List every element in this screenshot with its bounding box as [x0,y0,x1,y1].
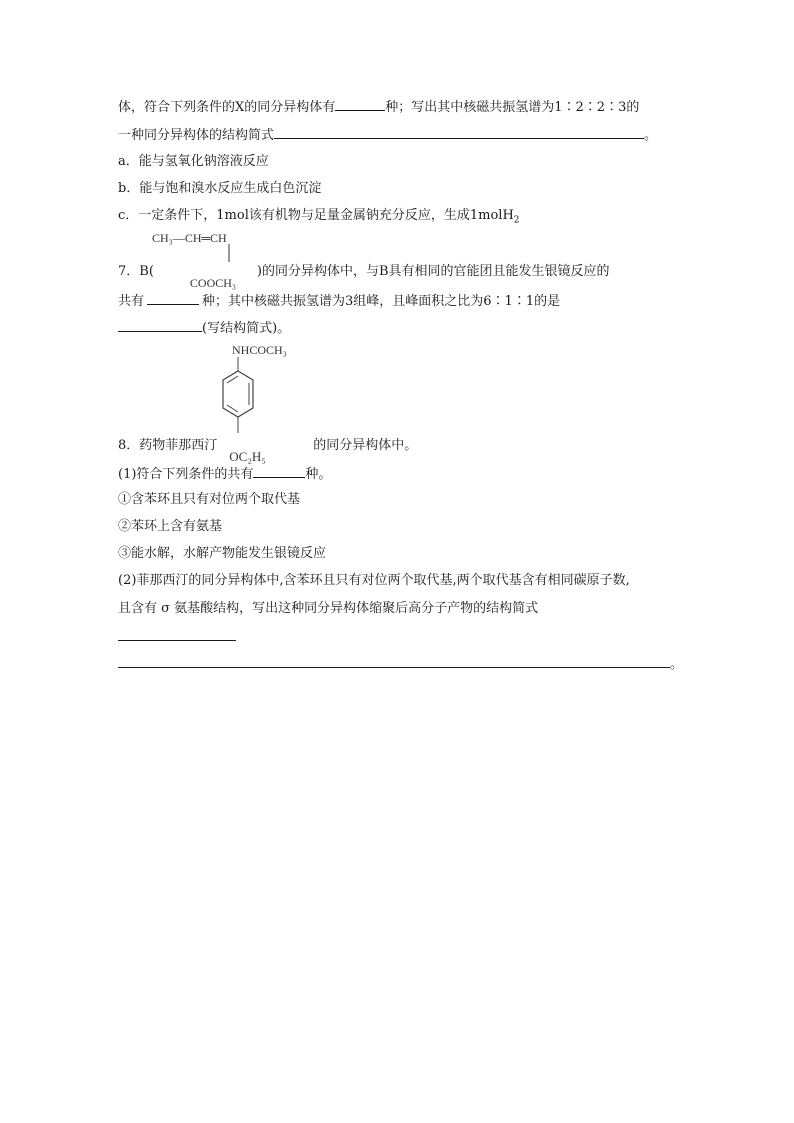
q7-line-1 [118,262,610,290]
q8-struct-bottom-group: OC₂H₅ [229,449,266,464]
q6-line2-text: 一种同分异构体的结构简式 [118,128,275,143]
q8-intro-text: 8．药物菲那西汀 [118,438,218,453]
q7-formula-top: CH₃—CH═CH [152,231,227,245]
q6-condition-c-subscript: 2 [513,215,520,226]
q7-formula-bond [225,244,233,262]
q8-part2-line-1: (2)菲那西汀的同分异构体中,含苯环且只有对位两个取代基,两个取代基含有相同碳原子数, [118,573,630,588]
q7-formula-bottom: COOCH₃ [189,276,237,290]
q8-struct-top-group: NHCOCH₃ [232,343,287,357]
q6-answer-blank-structure[interactable] [274,124,644,139]
q8-answer-line-1 [118,626,236,646]
q7-line3-text: (写结构简式)。 [202,321,291,336]
q8-condition-1: ①含苯环且只有对位两个取代基 [118,492,301,507]
q8-intro-line [118,436,418,464]
q8-answer-blank-count[interactable] [253,463,305,478]
q8-answer-line-2 [118,653,683,673]
q8-answer-blank-long[interactable] [118,653,670,668]
q8-condition-3: ③能水解，水解产物能发生银镜反应 [118,546,327,561]
q7-line-3 [118,317,290,337]
q6-line2-end: 。 [644,128,658,143]
q7-answer-blank-count[interactable] [147,290,199,305]
q8-intro-end: 的同分异构体中。 [313,438,418,453]
q8-condition-2: ②苯环上含有氨基 [118,519,223,534]
q8-part1-text-a: (1)符合下列条件的共有 [118,467,254,482]
q6-answer-blank-count[interactable] [335,96,385,111]
q8-part2-line-2: 且含有 σ 氨基酸结构，写出这种同分异构体缩聚后高分子产物的结构简式 [118,601,539,616]
q6-line1-text-b: 种；写出其中核磁共振氢谱为1∶2∶2∶3的 [385,100,640,115]
q6-line-1 [118,96,639,116]
q8-part1-text-b: 种。 [305,467,332,482]
q6-condition-c-text: c．一定条件下，1mol该有机物与足量金属钠充分反应，生成1molH [118,208,514,223]
q7-line1-text-a: 7．B( [118,264,154,279]
q8-end-mark: 。 [670,657,684,672]
q6-condition-c [118,206,520,226]
q6-line1-text-a: 体，符合下列条件的X的同分异构体有 [118,100,336,115]
q8-part1-line [118,463,331,483]
q6-line-2 [118,124,657,144]
q8-answer-blank-short[interactable] [118,626,236,641]
q7-answer-blank-structure[interactable] [118,317,202,332]
q6-condition-b: b．能与饱和溴水反应生成白色沉淀 [118,181,322,196]
q7-line-2 [118,290,560,310]
q6-condition-a: a．能与氢氧化钠溶液反应 [118,154,269,169]
q7-line2-text-b: 种；其中核磁共振氢谱为3组峰，且峰面积之比为6∶1∶1的是 [202,294,561,309]
q7-line2-text-a: 共有 [118,294,145,309]
q7-line1-text-b: )的同分异构体中，与B具有相同的官能团且能发生银镜反应的 [256,264,610,279]
q8-benzene-ring [218,357,258,435]
